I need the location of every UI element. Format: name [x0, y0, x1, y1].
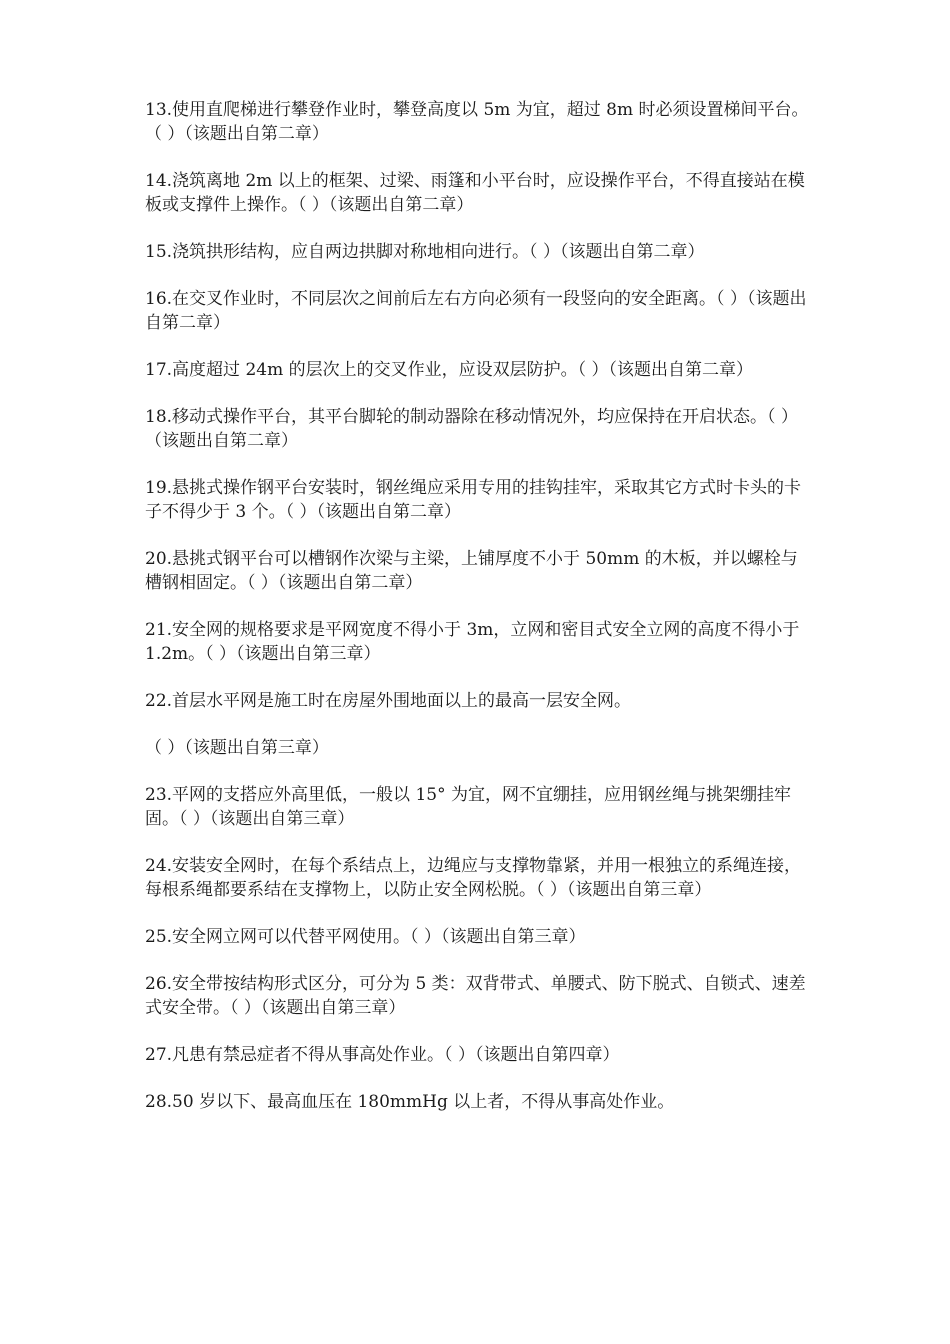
question-14: 14.浇筑离地 2m 以上的框架、过梁、雨篷和小平台时，应设操作平台，不得直接站在模板或支撑件上操作。（ ）（该题出自第二章） [145, 171, 805, 215]
question-24: 24.安装安全网时，在每个系结点上，边绳应与支撑物靠紧，并用一根独立的系绳连接，每根系绳都要系结在支撑物上，以防止安全网松脱。（ ）（该题出自第三章） [145, 856, 802, 900]
question-13: 13.使用直爬梯进行攀登作业时，攀登高度以 5m 为宜，超过 8m 时必须设置梯间平台。（ ）（该题出自第二章） [145, 100, 809, 144]
question-28: 28.50 岁以下、最高血压在 180mmHg 以上者，不得从事高处作业。 [145, 1092, 675, 1112]
question-20: 20.悬挑式钢平台可以槽钢作次梁与主梁，上铺厚度不小于 50mm 的木板，并以螺栓与槽钢相固定。（ ）（该题出自第二章） [145, 549, 798, 593]
question-27: 27.凡患有禁忌症者不得从事高处作业。（ ）（该题出自第四章） [145, 1045, 620, 1065]
question-22-answer: （ ）（该题出自第三章） [145, 738, 329, 758]
document-page [145, 98, 810, 1137]
question-22: 22.首层水平网是施工时在房屋外围地面以上的最高一层安全网。 [145, 691, 632, 711]
question-19: 19.悬挑式操作钢平台安装时，钢丝绳应采用专用的挂钩挂牢，采取其它方式时卡头的卡子不得少于 3 个。（ ）（该题出自第二章） [145, 478, 802, 522]
question-21: 21.安全网的规格要求是平网宽度不得小于 3m，立网和密目式安全立网的高度不得小于 1.2m。（ ）（该题出自第三章） [145, 620, 800, 664]
question-18: 18.移动式操作平台，其平台脚轮的制动器除在移动情况外，均应保持在开启状态。（ ）（该题出自第二章） [145, 407, 798, 451]
question-17: 17.高度超过 24m 的层次上的交叉作业，应设双层防护。（ ）（该题出自第二章） [145, 360, 753, 380]
question-26: 26.安全带按结构形式区分，可分为 5 类：双背带式、单腰式、防下脱式、自锁式、速差式安全带。（ ）（该题出自第三章） [145, 974, 806, 1018]
question-23: 23.平网的支搭应外高里低，一般以 15° 为宜，网不宜绷挂，应用钢丝绳与挑架绷挂牢固。（ ）（该题出自第三章） [145, 785, 791, 829]
question-15: 15.浇筑拱形结构，应自两边拱脚对称地相向进行。（ ）（该题出自第二章） [145, 242, 705, 262]
question-25: 25.安全网立网可以代替平网使用。（ ）（该题出自第三章） [145, 927, 586, 947]
question-16: 16.在交叉作业时，不同层次之间前后左右方向必须有一段竖向的安全距离。（ ）（该题出自第二章） [145, 289, 807, 333]
